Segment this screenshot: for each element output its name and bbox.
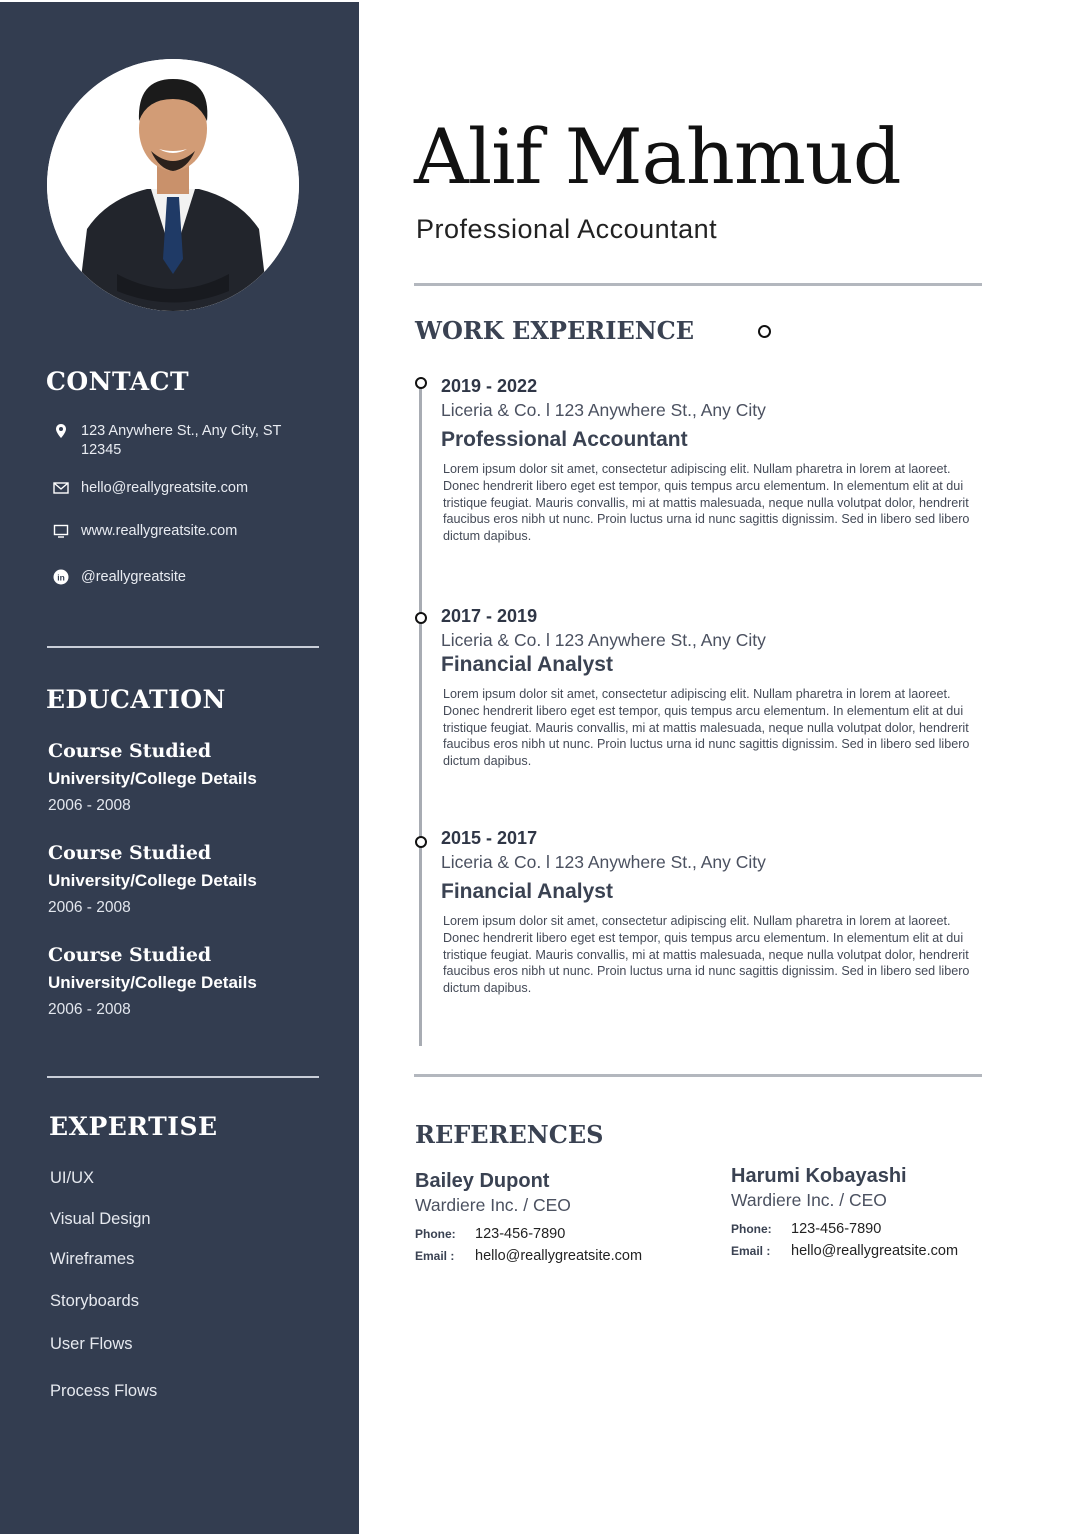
reference-company: Wardiere Inc. / CEO xyxy=(415,1195,571,1215)
linkedin-icon xyxy=(52,568,70,586)
contact-linkedin[interactable]: in @reallygreatsite xyxy=(52,568,186,587)
contact-address: 123 Anywhere St., Any City, ST 12345 xyxy=(52,422,306,460)
job-years: 2019 - 2022 xyxy=(441,376,538,396)
expertise-item: UI/UX xyxy=(50,1169,95,1187)
education-university: University/College Details xyxy=(48,769,257,788)
reference-phone[interactable]: 123-456-7890 xyxy=(791,1221,882,1237)
reference-card xyxy=(415,1170,642,1264)
education-university: University/College Details xyxy=(48,973,257,992)
job-description: Lorem ipsum dolor sit amet, consectetur adipiscing elit. Nullam pharetra in lorem at laoreet. Donec hendrerit libero eget est tempor, quis tempus arcu elementum. In elementum elit at dui tristique feugiat. Mauris convallis, mi at mattis malesuada, neque nulla volutpat dolor, hendrerit faucibus eros nibh ut nunc. Proin luctus urna id nunc sagittis dignissim. Sed in libero sed libero dictum dapibus. xyxy=(443,462,970,544)
education-years: 2006 - 2008 xyxy=(48,797,131,814)
header-divider xyxy=(414,283,982,286)
job-entry xyxy=(441,376,986,545)
sidebar xyxy=(0,2,359,1534)
job-company: Liceria & Co. l 123 Anywhere St., Any City xyxy=(441,852,766,872)
reference-company: Wardiere Inc. / CEO xyxy=(731,1190,887,1210)
expertise-item: Wireframes xyxy=(50,1250,135,1268)
contact-heading: CONTACT xyxy=(46,367,190,396)
job-years: 2015 - 2017 xyxy=(441,828,538,848)
timeline-line xyxy=(419,384,422,1046)
job-entry xyxy=(441,606,986,770)
reference-email-row xyxy=(415,1248,642,1264)
expertise-item: User Flows xyxy=(50,1335,133,1353)
timeline-marker xyxy=(415,612,427,624)
reference-email[interactable]: hello@reallygreatsite.com xyxy=(475,1248,643,1264)
education-course: Course Studied xyxy=(48,944,212,966)
education-item xyxy=(48,740,257,815)
profile-photo xyxy=(47,59,299,311)
job-description: Lorem ipsum dolor sit amet, consectetur adipiscing elit. Nullam pharetra in lorem at laoreet. Donec hendrerit libero eget est tempor, quis tempus arcu elementum. In elementum elit at dui tristique feugiat. Mauris convallis, mi at mattis malesuada, neque nulla volutpat dolor, hendrerit faucibus eros nibh ut nunc. Proin luctus urna id nunc sagittis dignissim. Sed in libero sed libero dictum dapibus. xyxy=(443,687,970,769)
job-company: Liceria & Co. l 123 Anywhere St., Any City xyxy=(441,630,766,650)
education-heading: EDUCATION xyxy=(46,685,226,714)
references-heading: REFERENCES xyxy=(415,1120,604,1149)
education-years: 2006 - 2008 xyxy=(48,1001,131,1018)
education-item xyxy=(48,842,257,917)
job-role: Financial Analyst xyxy=(441,653,613,676)
profile-photo-illustration xyxy=(47,59,299,311)
job-role: Professional Accountant xyxy=(441,428,688,451)
education-course: Course Studied xyxy=(48,740,212,762)
timeline-marker xyxy=(415,377,427,389)
envelope-icon xyxy=(52,479,70,497)
contact-email[interactable]: hello@reallygreatsite.com xyxy=(52,479,248,498)
expertise-heading: EXPERTISE xyxy=(49,1112,218,1141)
education-item xyxy=(48,944,257,1019)
education-course: Course Studied xyxy=(48,842,212,864)
expertise-item: Process Flows xyxy=(50,1382,158,1400)
job-role: Financial Analyst xyxy=(441,880,613,903)
svg-text:in: in xyxy=(57,572,65,583)
contact-website[interactable]: www.reallygreatsite.com xyxy=(52,522,237,541)
email-label: Email : xyxy=(415,1249,455,1263)
timeline-marker xyxy=(415,836,427,848)
work-experience-heading: WORK EXPERIENCE xyxy=(415,316,695,345)
reference-card xyxy=(731,1165,958,1259)
job-company: Liceria & Co. l 123 Anywhere St., Any City xyxy=(441,400,766,420)
job-years: 2017 - 2019 xyxy=(441,606,538,626)
reference-email[interactable]: hello@reallygreatsite.com xyxy=(791,1243,959,1259)
job-entry xyxy=(441,828,986,997)
reference-phone-row xyxy=(731,1221,958,1237)
candidate-name: Alif Mahmud xyxy=(414,112,901,201)
candidate-title: Professional Accountant xyxy=(416,214,718,244)
reference-email-row xyxy=(731,1243,958,1259)
education-years: 2006 - 2008 xyxy=(48,899,131,916)
sidebar-divider xyxy=(47,646,319,648)
email-label: Email : xyxy=(731,1244,771,1258)
phone-label: Phone: xyxy=(731,1222,772,1236)
phone-label: Phone: xyxy=(415,1227,456,1241)
expertise-item: Storyboards xyxy=(50,1292,139,1310)
reference-name: Harumi Kobayashi xyxy=(731,1165,907,1187)
monitor-icon xyxy=(52,522,70,540)
location-pin-icon xyxy=(52,422,70,440)
decorative-dot xyxy=(758,325,771,338)
reference-phone[interactable]: 123-456-7890 xyxy=(475,1226,566,1242)
expertise-item: Visual Design xyxy=(50,1210,151,1228)
sidebar-divider xyxy=(47,1076,319,1078)
references-divider xyxy=(414,1074,982,1077)
education-university: University/College Details xyxy=(48,871,257,890)
reference-phone-row xyxy=(415,1226,642,1242)
job-description: Lorem ipsum dolor sit amet, consectetur adipiscing elit. Nullam pharetra in lorem at laoreet. Donec hendrerit libero eget est tempor, quis tempus arcu elementum. In elementum elit at dui tristique feugiat. Mauris convallis, mi at mattis malesuada, neque nulla volutpat dolor, hendrerit faucibus eros nibh ut nunc. Proin luctus urna id nunc sagittis dignissim. Sed in libero sed libero dictum dapibus. xyxy=(443,914,970,996)
reference-name: Bailey Dupont xyxy=(415,1170,550,1192)
